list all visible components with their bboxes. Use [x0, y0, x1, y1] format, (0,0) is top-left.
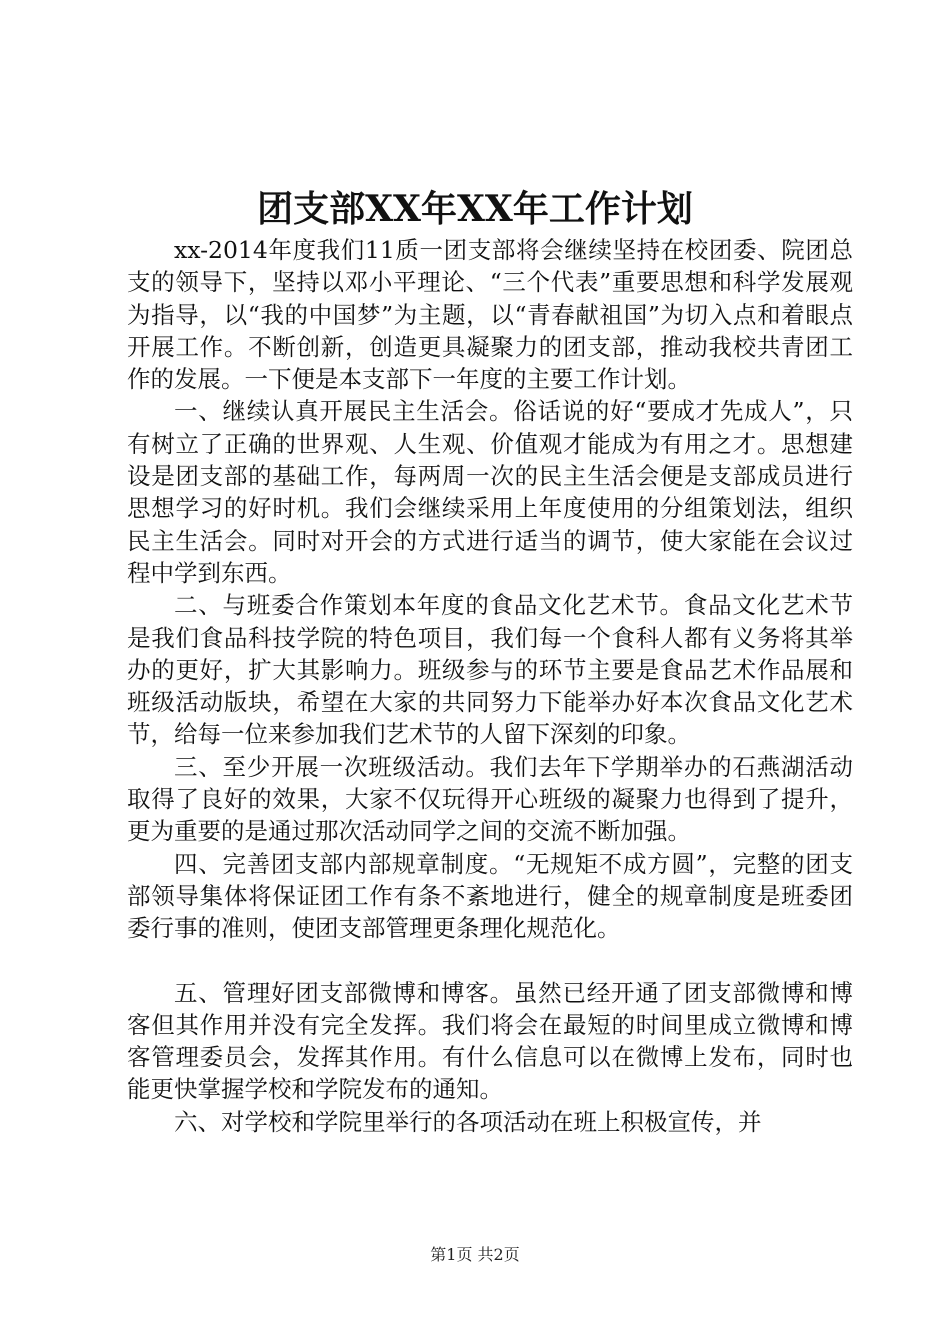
paragraph-item-4: 四、完善团支部内部规章制度。“无规矩不成方圆”，完整的团支部领导集体将保证团工作有条不紊地进行，健全的规章制度是班委团委行事的准则，使团支部管理更条理化规范化。: [127, 849, 853, 943]
paragraph-item-2: 二、与班委合作策划本年度的食品文化艺术节。食品文化艺术节是我们食品科技学院的特色项目，我们每一个食科人都有义务将其举办的更好，扩大其影响力。班级参与的环节主要是食品艺术作品展和班级活动版块，希望在大家的共同努力下能举办好本次食品文化艺术节，给每一位来参加我们艺术节的人留下深刻的印象。: [127, 591, 853, 749]
page-footer: [0, 1244, 950, 1266]
document-title: 团支部XX年XX年工作计划: [257, 188, 693, 230]
paragraph-item-5: 五、管理好团支部微博和博客。虽然已经开通了团支部微博和博客但其作用并没有完全发挥。我们将会在最短的时间里成立微博和博客管理委员会，发挥其作用。有什么信息可以在微博上发布，同时也能更快掌握学校和学院发布的通知。: [127, 978, 853, 1104]
page-number-total: 共2页: [477, 1245, 520, 1264]
paragraph-item-6: 六、对学校和学院里举行的各项活动在班上积极宣传，并: [174, 1107, 762, 1136]
paragraph-intro: xx-2014年度我们11质一团支部将会继续坚持在校团委、院团总支的领导下，坚持以邓小平理论、“三个代表”重要思想和科学发展观为指导，以“我的中国梦”为主题，以“青春献祖国”为切入点和着眼点开展工作。不断创新，创造更具凝聚力的团支部，推动我校共青团工作的发展。一下便是本支部下一年度的主要工作计划。: [127, 236, 853, 394]
page-number-current: 第1页: [430, 1245, 473, 1264]
document-body: [127, 234, 853, 1138]
paragraph-item-1: 一、继续认真开展民主生活会。俗话说的好“要成才先成人”，只有树立了正确的世界观、人生观、价值观才能成为有用之才。思想建设是团支部的基础工作，每两周一次的民主生活会便是支部成员进行思想学习的好时机。我们会继续采用上年度使用的分组策划法，组织民主生活会。同时对开会的方式进行适当的调节，使大家能在会议过程中学到东西。: [127, 397, 853, 587]
paragraph-item-3: 三、至少开展一次班级活动。我们去年下学期举办的石燕湖活动取得了良好的效果，大家不仅玩得开心班级的凝聚力也得到了提升，更为重要的是通过那次活动同学之间的交流不断加强。: [127, 752, 853, 846]
